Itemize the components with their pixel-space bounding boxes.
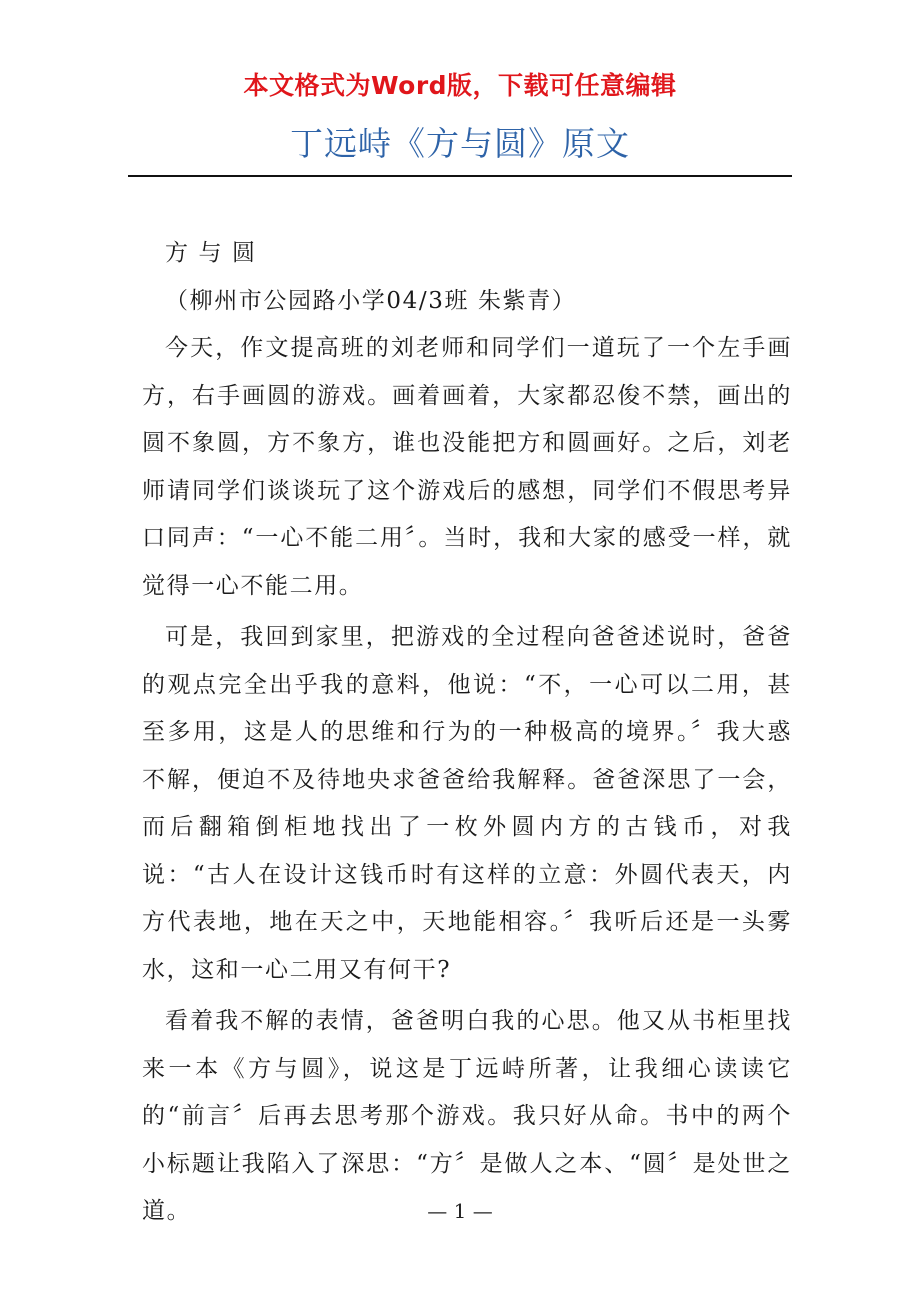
document-body: [142, 230, 792, 1236]
document-title: 丁远峙《方与圆》原文: [290, 124, 630, 163]
paragraph: 看着我不解的表情，爸爸明白我的心思。他又从书柜里找来一本《方与圆》，说这是丁远峙所著，让我细心读读它的“前言〞后再去思考那个游戏。我只好从命。书中的两个小标题让我陷入了深思：“方〞是做人之本、“圆〞是处世之道。: [142, 1008, 792, 1224]
page-number: — 1 —: [427, 1199, 493, 1223]
format-notice: 本文格式为Word版，下载可任意编辑: [243, 71, 677, 100]
paragraph: 今天，作文提高班的刘老师和同学们一道玩了一个左手画方，右手画圆的游戏。画着画着，大家都忍俊不禁，画出的圆不象圆，方不象方，谁也没能把方和圆画好。之后，刘老师请同学们谈谈玩了这个游戏后的感想，同学们不假思考异口同声：“一心不能二用〞。当时，我和大家的感受一样，就觉得一心不能二用。: [142, 335, 792, 599]
paragraph: 可是，我回到家里，把游戏的全过程向爸爸述说时，爸爸的观点完全出乎我的意料，他说：“不，一心可以二用，甚至多用，这是人的思维和行为的一种极高的境界。〞我大惑不解，便迫不及待地央求爸爸给我解释。爸爸深思了一会，而后翻箱倒柜地找出了一枚外圆内方的古钱币，对我说：“古人在设计这钱币时有这样的立意：外圆代表天，内方代表地，地在天之中，天地能相容。〞我听后还是一头雾水，这和一心二用又有何干?: [142, 624, 792, 983]
essay-title: 方 与 圆: [165, 240, 257, 266]
essay-byline: （柳州市公园路小学04/3班 朱紫青）: [165, 287, 577, 314]
title-divider: [128, 175, 792, 177]
